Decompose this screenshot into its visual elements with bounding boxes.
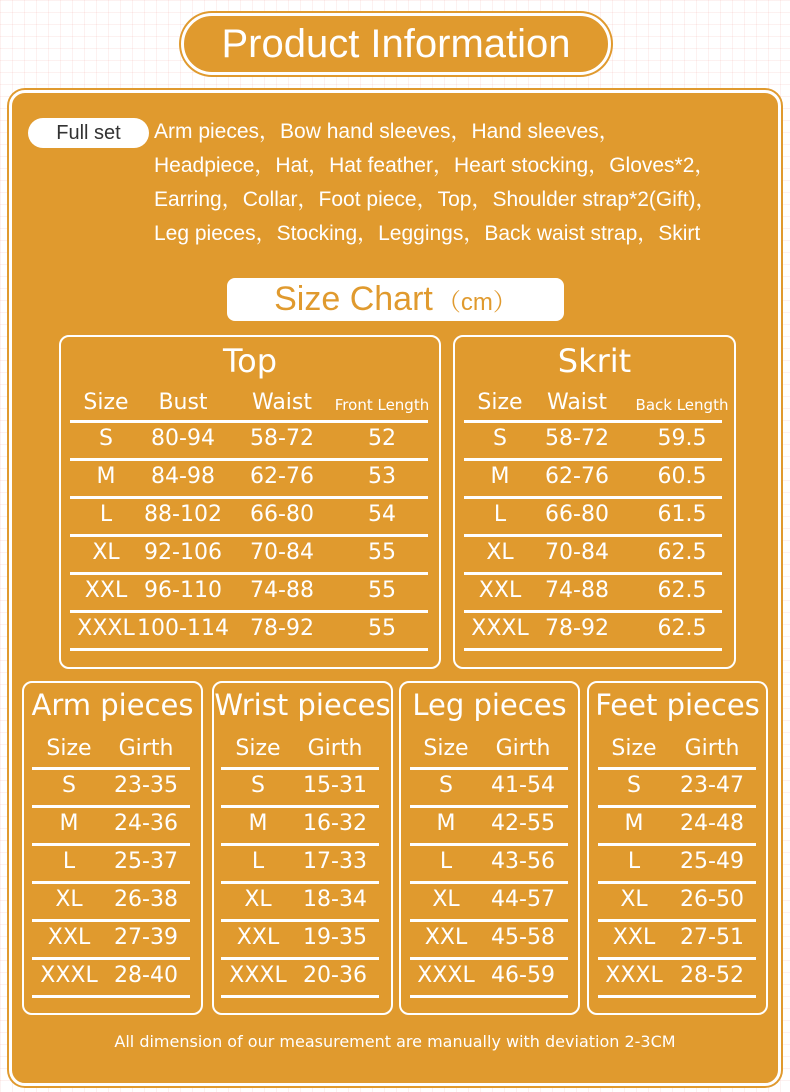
column-header: Waist (546, 390, 608, 415)
row-divider (32, 957, 190, 960)
full-set-line: Leg pieces，Stocking，Leggings，Back waist strap，Skirt (154, 222, 701, 245)
table-cell: 17-33 (303, 849, 367, 874)
row-divider (410, 881, 568, 884)
column-header: Girth (495, 736, 551, 761)
full-set-line: Arm pieces，Bow hand sleeves，Hand sleeves， (154, 120, 620, 143)
table-cell: 24-48 (680, 811, 744, 836)
page-title: Product Information (181, 13, 611, 75)
table-cell: M (96, 464, 116, 489)
table-cell: S (99, 426, 113, 451)
table-cell: XXL (478, 578, 522, 603)
table-cell: 74-88 (250, 578, 314, 603)
column-header: Waist (251, 390, 313, 415)
row-divider (70, 534, 428, 537)
table-cell: 59.5 (657, 426, 707, 451)
column-header: Back Length (635, 396, 729, 414)
column-header: Size (46, 736, 92, 761)
table-cell: XXL (424, 925, 468, 950)
table-cell: 62-76 (250, 464, 314, 489)
column-header: Size (477, 390, 523, 415)
row-divider (221, 995, 379, 998)
table-cell: 28-40 (114, 963, 178, 988)
table-cell: 70-84 (545, 540, 609, 565)
row-divider (464, 648, 722, 651)
table-cell: 26-50 (680, 887, 744, 912)
column-header: Bust (158, 390, 208, 415)
table-cell: XL (432, 887, 460, 912)
row-divider (70, 496, 428, 499)
table-cell: XXL (84, 578, 128, 603)
table-cell: S (251, 773, 265, 798)
table-cell: 80-94 (151, 426, 215, 451)
row-divider (464, 610, 722, 613)
table-cell: 53 (368, 464, 396, 489)
column-header: Size (235, 736, 281, 761)
table-cell: 78-92 (250, 616, 314, 641)
table-cell: 52 (368, 426, 396, 451)
full-set-list (154, 115, 774, 251)
row-divider (221, 767, 379, 770)
table-cell: XXXL (605, 963, 663, 988)
table-cell: 24-36 (114, 811, 178, 836)
table-cell: 41-54 (491, 773, 555, 798)
table-cell: S (62, 773, 76, 798)
full-set-line: Headpiece，Hat，Hat feather，Heart stocking，Gloves*2， (154, 154, 716, 177)
table-cell: M (248, 811, 268, 836)
table-cell: 92-106 (144, 540, 222, 565)
full-set-line: Earring，Collar，Foot piece，Top，Shoulder strap*2(Gift)， (154, 188, 717, 211)
table-cell: 23-35 (114, 773, 178, 798)
row-divider (464, 572, 722, 575)
row-divider (598, 919, 756, 922)
row-divider (32, 881, 190, 884)
table-cell: S (627, 773, 641, 798)
row-divider (32, 919, 190, 922)
column-header: Size (83, 390, 129, 415)
table-cell: 58-72 (545, 426, 609, 451)
table-cell: L (493, 502, 507, 527)
table-cell: L (62, 849, 76, 874)
table-cell: XL (620, 887, 648, 912)
row-divider (221, 843, 379, 846)
row-divider (221, 957, 379, 960)
table-cell: XXL (47, 925, 91, 950)
row-divider (598, 805, 756, 808)
table-title: Leg pieces (412, 688, 567, 722)
table-cell: XXXL (229, 963, 287, 988)
row-divider (32, 843, 190, 846)
row-divider (70, 572, 428, 575)
table-cell: 46-59 (491, 963, 555, 988)
row-divider (598, 995, 756, 998)
table-cell: XL (486, 540, 514, 565)
row-divider (464, 534, 722, 537)
table-cell: M (624, 811, 644, 836)
row-divider (32, 767, 190, 770)
row-divider (410, 805, 568, 808)
table-cell: 18-34 (303, 887, 367, 912)
column-header: Size (423, 736, 469, 761)
size-chart-unit: （cm） (436, 289, 517, 316)
table-cell: XL (92, 540, 120, 565)
table-cell: 55 (368, 578, 396, 603)
table-cell: 26-38 (114, 887, 178, 912)
table-cell: 16-32 (303, 811, 367, 836)
column-header: Girth (684, 736, 740, 761)
table-title: Wrist pieces (214, 688, 391, 722)
table-cell: XXXL (77, 616, 135, 641)
table-cell: 23-47 (680, 773, 744, 798)
row-divider (410, 995, 568, 998)
row-divider (32, 805, 190, 808)
row-divider (70, 420, 428, 423)
table-cell: 55 (368, 616, 396, 641)
table-cell: 78-92 (545, 616, 609, 641)
measurement-note: All dimension of our measurement are manually with deviation 2-3CM (114, 1032, 676, 1051)
row-divider (598, 843, 756, 846)
table-cell: S (493, 426, 507, 451)
table-cell: M (436, 811, 456, 836)
row-divider (410, 843, 568, 846)
column-header: Girth (307, 736, 363, 761)
table-cell: 62.5 (657, 540, 707, 565)
table-cell: 88-102 (144, 502, 222, 527)
size-chart-label: Size Chart (274, 280, 433, 318)
table-cell: 61.5 (657, 502, 707, 527)
table-cell: 62.5 (657, 578, 707, 603)
size-chart-title (227, 278, 564, 321)
table-cell: 54 (368, 502, 396, 527)
row-divider (70, 610, 428, 613)
row-divider (221, 805, 379, 808)
table-cell: 55 (368, 540, 396, 565)
table-cell: L (627, 849, 641, 874)
row-divider (598, 881, 756, 884)
table-cell: 43-56 (491, 849, 555, 874)
table-cell: 66-80 (250, 502, 314, 527)
table-cell: M (59, 811, 79, 836)
table-cell: 62-76 (545, 464, 609, 489)
table-cell: S (439, 773, 453, 798)
row-divider (221, 919, 379, 922)
table-cell: 60.5 (657, 464, 707, 489)
table-cell: XXXL (417, 963, 475, 988)
table-title: Arm pieces (31, 688, 194, 722)
table-cell: L (99, 502, 113, 527)
table-cell: XXL (236, 925, 280, 950)
table-title: Feet pieces (595, 688, 760, 722)
table-cell: 70-84 (250, 540, 314, 565)
table-cell: XL (55, 887, 83, 912)
table-cell: 66-80 (545, 502, 609, 527)
table-cell: 42-55 (491, 811, 555, 836)
column-header: Front Length (334, 396, 430, 414)
table-cell: 19-35 (303, 925, 367, 950)
table-cell: 58-72 (250, 426, 314, 451)
table-cell: XXXL (40, 963, 98, 988)
table-cell: 27-51 (680, 925, 744, 950)
table-cell: 45-58 (491, 925, 555, 950)
table-cell: M (490, 464, 510, 489)
row-divider (464, 458, 722, 461)
table-cell: 15-31 (303, 773, 367, 798)
table-cell: 28-52 (680, 963, 744, 988)
row-divider (410, 957, 568, 960)
row-divider (410, 767, 568, 770)
row-divider (410, 919, 568, 922)
table-cell: 27-39 (114, 925, 178, 950)
row-divider (598, 767, 756, 770)
row-divider (598, 957, 756, 960)
table-cell: XXL (612, 925, 656, 950)
table-cell: 74-88 (545, 578, 609, 603)
table-cell: 25-49 (680, 849, 744, 874)
table-title: Top (223, 342, 277, 380)
table-cell: 100-114 (137, 616, 229, 641)
table-cell: 25-37 (114, 849, 178, 874)
table-cell: L (251, 849, 265, 874)
row-divider (70, 648, 428, 651)
full-set-label: Full set (28, 118, 149, 148)
row-divider (221, 881, 379, 884)
row-divider (70, 458, 428, 461)
row-divider (464, 496, 722, 499)
table-cell: 84-98 (151, 464, 215, 489)
table-cell: L (439, 849, 453, 874)
table-cell: XL (244, 887, 272, 912)
row-divider (464, 420, 722, 423)
table-cell: 44-57 (491, 887, 555, 912)
column-header: Girth (118, 736, 174, 761)
table-cell: 96-110 (144, 578, 222, 603)
table-cell: 20-36 (303, 963, 367, 988)
table-cell: 62.5 (657, 616, 707, 641)
row-divider (32, 995, 190, 998)
column-header: Size (611, 736, 657, 761)
table-title: Skrit (557, 342, 632, 380)
table-cell: XXXL (471, 616, 529, 641)
